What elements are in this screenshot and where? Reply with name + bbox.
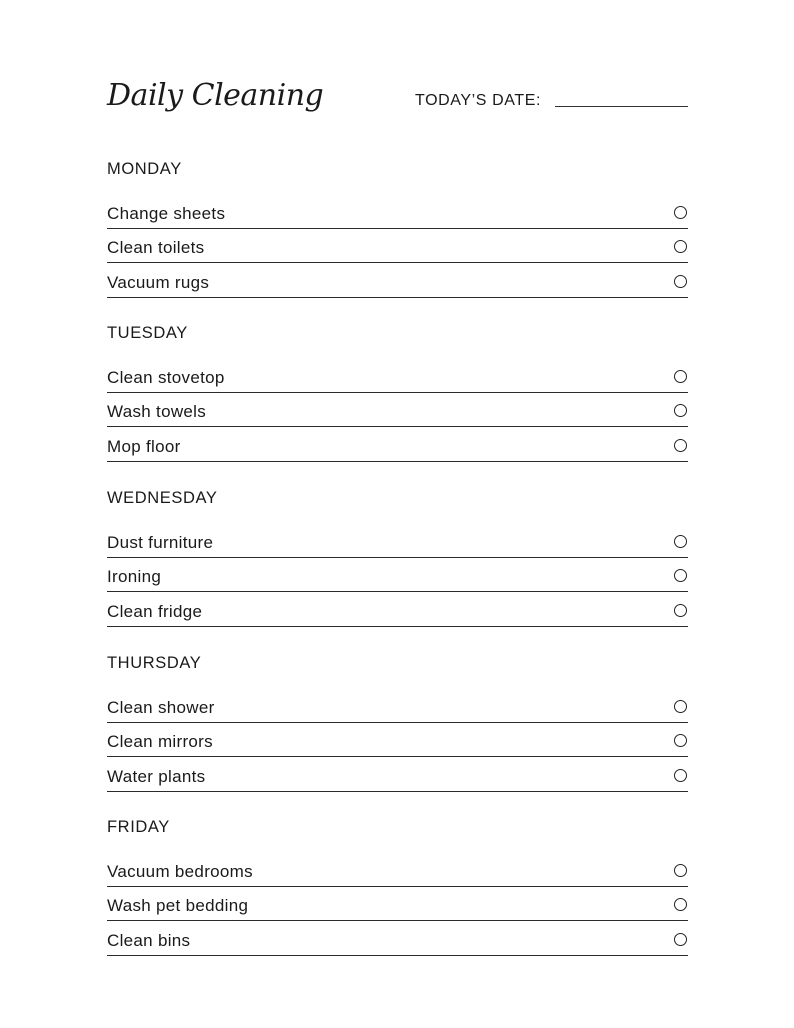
checkbox-circle[interactable] [674, 569, 687, 582]
task-row [107, 558, 688, 593]
date-entry-line[interactable] [555, 106, 688, 107]
day-heading: TUESDAY [107, 324, 188, 342]
task-row [107, 723, 688, 758]
checkbox-circle[interactable] [674, 933, 687, 946]
task-label: Clean shower [107, 697, 215, 717]
date-field [415, 92, 688, 112]
checkbox-circle[interactable] [674, 535, 687, 548]
day-section-tuesday [107, 322, 688, 462]
task-label: Clean fridge [107, 601, 203, 621]
date-label: TODAY’S DATE: [415, 92, 542, 109]
day-section-thursday [107, 652, 688, 792]
day-heading: THURSDAY [107, 654, 202, 672]
day-heading: MONDAY [107, 160, 182, 178]
task-row [107, 852, 688, 887]
day-section-wednesday [107, 487, 688, 627]
checkbox-circle[interactable] [674, 439, 687, 452]
task-row [107, 523, 688, 558]
checkbox-circle[interactable] [674, 370, 687, 383]
task-row [107, 393, 688, 428]
day-section-friday [107, 816, 688, 956]
task-label: Dust furniture [107, 532, 214, 552]
task-row [107, 757, 688, 792]
task-row [107, 229, 688, 264]
task-row [107, 263, 688, 298]
checkbox-circle[interactable] [674, 769, 687, 782]
task-row [107, 427, 688, 462]
task-label: Ironing [107, 567, 162, 586]
task-row [107, 887, 688, 922]
checkbox-circle[interactable] [674, 240, 687, 253]
task-row [107, 688, 688, 723]
checkbox-circle[interactable] [674, 898, 687, 911]
task-label: Mop floor [107, 436, 181, 456]
task-row [107, 358, 688, 393]
task-label: Wash towels [107, 402, 207, 421]
task-label: Clean bins [107, 930, 191, 950]
task-label: Vacuum bedrooms [107, 861, 253, 881]
task-row [107, 194, 688, 229]
page-title: Daily Cleaning [107, 78, 324, 113]
checkbox-circle[interactable] [674, 700, 687, 713]
checkbox-circle[interactable] [674, 206, 687, 219]
checkbox-circle[interactable] [674, 404, 687, 417]
task-label: Clean toilets [107, 238, 205, 257]
day-heading: WEDNESDAY [107, 489, 218, 507]
task-label: Clean mirrors [107, 732, 213, 751]
checkbox-circle[interactable] [674, 275, 687, 288]
task-label: Change sheets [107, 203, 226, 223]
task-row [107, 592, 688, 627]
checkbox-circle[interactable] [674, 734, 687, 747]
checkbox-circle[interactable] [674, 604, 687, 617]
task-row [107, 921, 688, 956]
checkbox-circle[interactable] [674, 864, 687, 877]
task-label: Water plants [107, 766, 206, 786]
day-section-monday [107, 158, 688, 298]
day-heading: FRIDAY [107, 818, 170, 836]
task-label: Vacuum rugs [107, 272, 210, 292]
task-label: Wash pet bedding [107, 896, 249, 915]
task-label: Clean stovetop [107, 367, 225, 387]
